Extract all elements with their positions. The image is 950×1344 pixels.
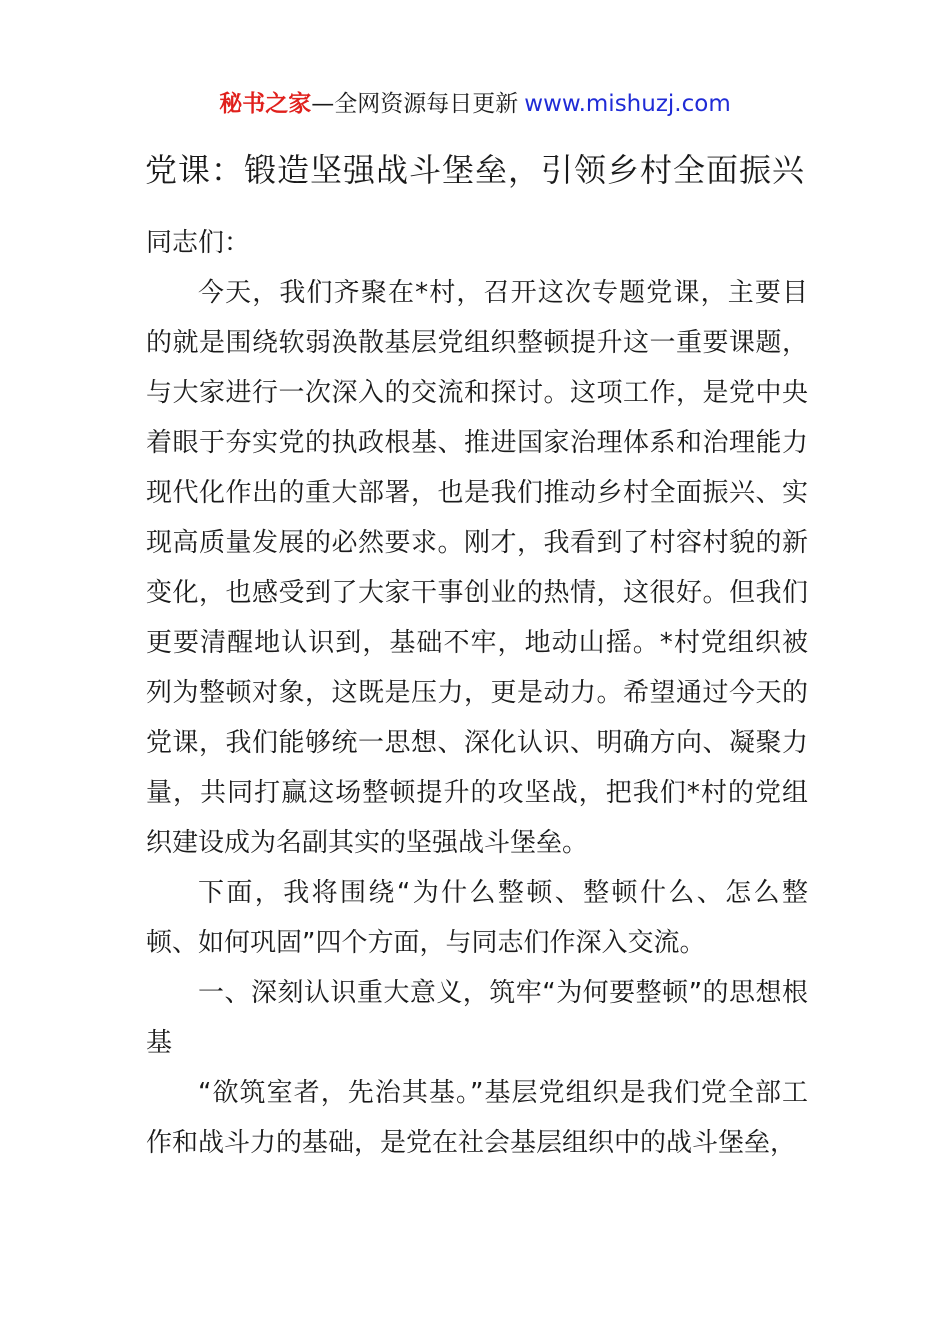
- salutation: 同志们：: [146, 228, 251, 258]
- header-tagline: 全网资源每日更新: [334, 91, 519, 117]
- document-body: [146, 218, 808, 1168]
- paragraph-section-1: “欲筑室者，先治其基。”基层党组织是我们党全部工作和战斗力的基础，是党在社会基层组织中的战斗堡垒，: [146, 1078, 808, 1158]
- site-url-link[interactable]: www.mishuzj.com: [524, 91, 731, 117]
- site-header: [0, 86, 950, 122]
- header-dash: —: [311, 91, 335, 117]
- document-title: 党课：锻造坚强战斗堡垒，引领乡村全面振兴: [144, 151, 805, 189]
- paragraph-intro: 今天，我们齐聚在*村，召开这次专题党课，主要目的就是围绕软弱涣散基层党组织整顿提升这一重要课题，与大家进行一次深入的交流和探讨。这项工作，是党中央着眼于夯实党的执政根基、推进国家治理体系和治理能力现代化作出的重大部署，也是我们推动乡村全面振兴、实现高质量发展的必然要求。刚才，我看到了村容村貌的新变化，也感受到了大家干事创业的热情，这很好。但我们更要清醒地认识到，基础不牢，地动山摇。*村党组织被列为整顿对象，这既是压力，更是动力。希望通过今天的党课，我们能够统一思想、深化认识、明确方向、凝聚力量，共同打赢这场整顿提升的攻坚战，把我们*村的党组织建设成为名副其实的坚强战斗堡垒。: [146, 278, 808, 858]
- brand-name: 秘书之家: [219, 91, 312, 117]
- section-heading-1: 一、深刻认识重大意义，筑牢“为何要整顿”的思想根基: [146, 978, 808, 1058]
- paragraph-outline: 下面，我将围绕“为什么整顿、整顿什么、怎么整顿、如何巩固”四个方面，与同志们作深入交流。: [146, 878, 808, 958]
